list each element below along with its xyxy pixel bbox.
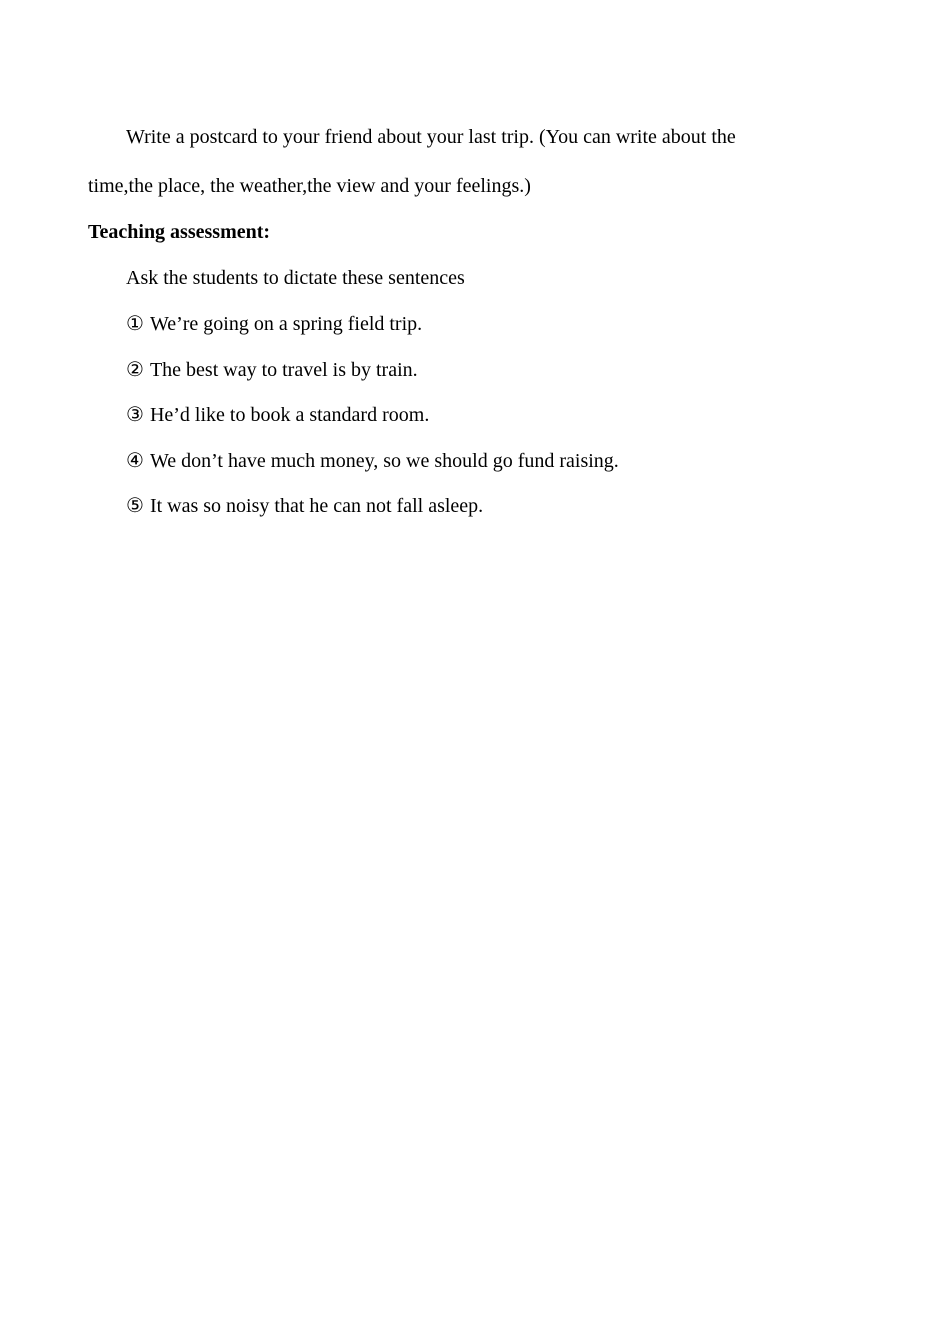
intro-paragraph-line-1: Write a postcard to your friend about your last trip. (You can write about the bbox=[126, 126, 736, 148]
sentence-text: The best way to travel is by train. bbox=[149, 359, 418, 381]
sentence-text: He’d like to book a standard room. bbox=[149, 404, 430, 426]
sentence-text: We don’t have much money, so we should go fund raising. bbox=[149, 450, 619, 472]
sentence-number-marker: ② bbox=[126, 359, 144, 381]
section-heading: Teaching assessment: bbox=[88, 221, 271, 243]
instruction-text: Ask the students to dictate these sentences bbox=[126, 267, 465, 289]
sentence-number-marker: ④ bbox=[126, 450, 144, 472]
sentence-number-marker: ③ bbox=[126, 404, 144, 426]
sentence-item bbox=[126, 358, 418, 382]
sentence-item bbox=[126, 494, 483, 518]
sentence-item bbox=[126, 312, 422, 336]
sentence-text: We’re going on a spring field trip. bbox=[149, 313, 423, 335]
sentence-item bbox=[126, 449, 619, 473]
intro-paragraph-line-2: time,the place, the weather,the view and your feelings.) bbox=[88, 175, 531, 197]
sentence-text: It was so noisy that he can not fall asleep. bbox=[149, 495, 484, 517]
sentence-item bbox=[126, 403, 429, 427]
sentence-number-marker: ① bbox=[126, 313, 144, 335]
sentence-number-marker: ⑤ bbox=[126, 495, 144, 517]
